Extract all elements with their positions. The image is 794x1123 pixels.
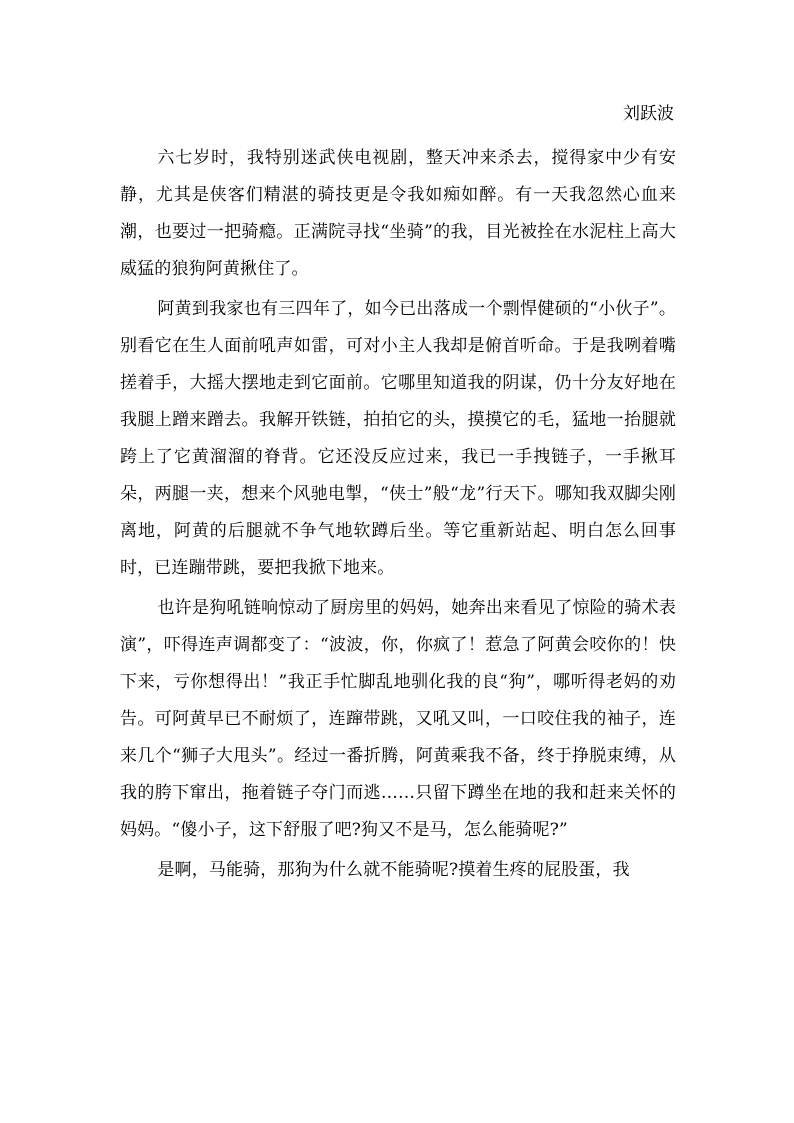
paragraph-2: 阿黄到我家也有三四年了，如今已出落成一个剽悍健硕的“小伙子”。别看它在生人面前吼声如雷，可对小主人我却是俯首听命。于是我咧着嘴搓着手，大摇大摆地走到它面前。它哪里知道我的阴谋，仍十分友好地在我腿上蹭来蹭去。我解开铁链，拍拍它的头，摸摸它的毛，猛地一抬腿就跨上了它黄溜溜的脊背。它还没反应过来，我已一手拽链子，一手揪耳朵，两腿一夹，想来个风驰电掣，“侠士”般“龙”行天下。哪知我双脚尖刚离地，阿黄的后腿就不争气地软蹲后坐。等它重新站起、明白怎么回事时，已连蹦带跳，要把我掀下地来。 <box>120 299 676 578</box>
paragraph-1: 六七岁时，我特别迷武侠电视剧，整天冲来杀去，搅得家中少有安静，尤其是侠客们精湛的骑技更是令我如痴如醉。有一天我忽然心血来潮，也要过一把骑瘾。正满院寻找“坐骑”的我，目光被拴在水泥柱上高大威猛的狼狗阿黄揪住了。 <box>120 148 676 279</box>
article-body <box>120 140 676 892</box>
paragraph-4: 是啊，马能骑，那狗为什么就不能骑呢?摸着生疼的屁股蛋，我 <box>157 860 630 880</box>
paragraph-3: 也许是狗吼链响惊动了厨房里的妈妈，她奔出来看见了惊险的骑术表演”，吓得连声调都变了：“波波，你，你疯了！惹急了阿黄会咬你的！快下来，亏你想得出！”我正手忙脚乱地驯化我的良“狗”，哪听得老妈的劝告。可阿黄早已不耐烦了，连蹿带跳，又吼又叫，一口咬住我的袖子，连来几个“狮子大甩头”。经过一番折腾，阿黄乘我不备，终于挣脱束缚，从我的胯下窜出，拖着链子夺门而逃……只留下蹲坐在地的我和赶来关怀的妈妈。“傻小子，这下舒服了吧?狗又不是马，怎么能骑呢?” <box>120 598 676 840</box>
author-name: 刘跃波 <box>623 104 674 124</box>
